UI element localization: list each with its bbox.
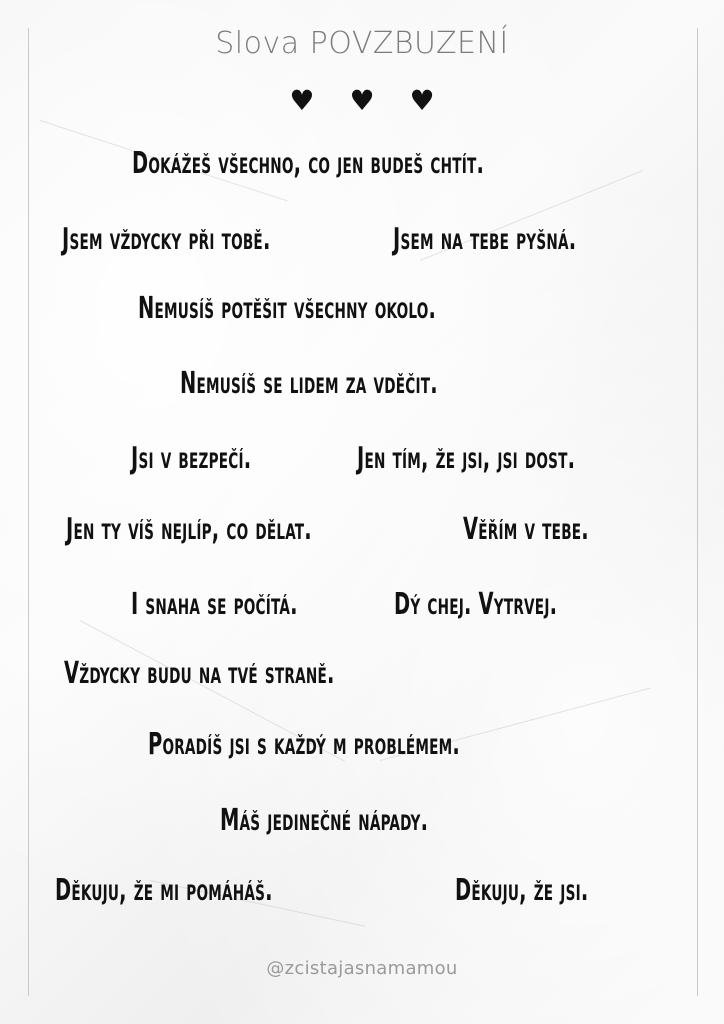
phrase: Dý chej. Vytrvej. xyxy=(394,587,558,622)
hearts-row xyxy=(0,84,724,117)
heart-icon: ♥ xyxy=(289,84,315,117)
phrase: Jsem vždycky při tobě. xyxy=(62,222,271,257)
phrase: Máš jedinečné nápady. xyxy=(220,803,429,838)
phrase: Dokážeš všechno, co jen budeš chtít. xyxy=(132,146,485,181)
heart-icon: ♥ xyxy=(349,84,375,117)
phrase: Jsem na tebe pyšná. xyxy=(393,222,577,257)
page-title: Slova POVZBUZENÍ xyxy=(215,26,509,61)
phrase: I snaha se počítá. xyxy=(131,587,298,622)
phrase: Poradíš jsi s každý m problémem. xyxy=(148,727,460,762)
phrase: Nemusíš se lidem za vděčit. xyxy=(180,366,438,401)
phrase: Vždycky budu na tvé straně. xyxy=(64,656,335,691)
phrase: Nemusíš potěšit všechny okolo. xyxy=(138,291,437,326)
phrase: Děkuju, že mi pomáháš. xyxy=(55,873,273,908)
frame-right-line xyxy=(697,28,698,996)
frame-left-line xyxy=(28,28,29,996)
heart-icon: ♥ xyxy=(409,84,435,117)
phrase: Jsi v bezpečí. xyxy=(131,441,252,476)
phrase: Děkuju, že jsi. xyxy=(455,873,589,908)
phrase: Věřím v tebe. xyxy=(463,512,589,547)
phrase: Jen tím, že jsi, jsi dost. xyxy=(357,441,576,476)
phrase: Jen ty víš nejlíp, co dělat. xyxy=(66,512,312,547)
author-handle: @zcistajasnamamou xyxy=(266,958,458,979)
